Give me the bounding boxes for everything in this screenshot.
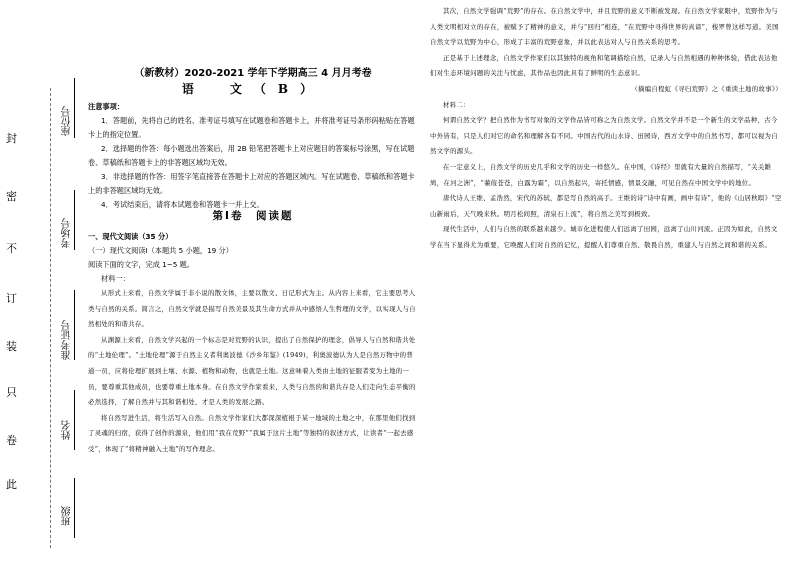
notice-block xyxy=(88,100,418,212)
paragraph: 其次，自然文学强调“荒野”的存在。在自然文学中，并且荒野的意义不断被发现。在自然文学家眼中，荒野作为与人类文明相对立的存在，被赋予了精神的意义，并与“回归”相连，“在荒野中寻得世界的真谛”，梭罗曾这样写道。美国自然文学以荒野为中心，形成了丰富的荒野意象，并以此表达对人与自然关系的思考。 xyxy=(430,7,779,47)
seal-char: 封 xyxy=(6,132,17,145)
material-label: 材料二： xyxy=(443,100,470,109)
seal-char: 此 xyxy=(6,478,17,491)
seal-char: 装 xyxy=(6,340,17,353)
notice-heading: 注意事项： xyxy=(88,102,124,111)
seal-char: 密 xyxy=(6,190,17,203)
material-label: 材料一： xyxy=(101,274,130,283)
paragraph: 现代生活中，人们与自然的联系越来越少。城市化进程使人们远离了田园，远离了山川河流。正因为如此，自然文学在当下显得尤为重要，它唤醒人们对自然的记忆，提醒人们尊重自然、敬畏自然，重建人与自然之间和谐的关系。 xyxy=(430,225,778,249)
exam-subject: 语 文（B） xyxy=(181,82,325,96)
name-label: 姓名 xyxy=(62,420,73,440)
source-citation: （摘编自程虹《寻归荒野》之《重读土地的故事》） xyxy=(631,84,782,93)
notice-item: 3．非选择题的作答：用签字笔直接答在答题卡上对应的答题区域内。写在试题卷、草稿纸和答题卡上的非答题区域均无效。 xyxy=(88,172,415,195)
paragraph: 正是基于上述理念，自然文学作家们以其独特的视角和笔调描绘自然，记录人与自然相遇的种种体验，借此表达他们对生态环境问题的关注与忧虑，其作品也因此具有了鲜明的生态意识。 xyxy=(430,53,778,78)
instruction: 阅读下面的文字，完成 1~5 题。 xyxy=(88,260,194,269)
sub-heading: （一）现代文阅读Ⅰ（本题共 5 小题，19 分） xyxy=(88,246,233,255)
paragraph: 何谓自然文学？把自然作为书写对象的文学作品皆可称之为自然文学。自然文学并不是一个新生的文学品种，古今中外皆有，只是人们对它的命名和理解各有不同。中国古代的山水诗、田园诗，西方文学中的自然书写，都可以视为自然文学的源头。 xyxy=(430,116,778,156)
seal-char: 只 xyxy=(6,386,17,399)
seal-char: 卷 xyxy=(6,434,17,447)
class-label: 班级 xyxy=(62,506,73,526)
seal-char: 订 xyxy=(6,292,17,305)
right-column xyxy=(422,0,784,562)
reading-body xyxy=(88,230,418,550)
binding-margin xyxy=(0,0,88,562)
paragraph: 从渊源上来看，自然文学兴起的一个标志是对荒野的认识，提出了自然保护的理念，倡导人与自然和谐共处的“土地伦理”。“土地伦理”源于自然主义者利奥波德《沙乡年鉴》(1949)，利奥波德认为人是自然万物中的普通一员，应将伦理扩展到土壤、水源、植物和动物，也就是土地。这意味着人类由土地的征服者变为土地的一员，要尊重其他成员，也要尊重土地本身。在自然文学作家看来，人类与自然的和谐共存是人们走向生态平衡的必然选择，了解自然并与其和谐相处，才是人类的发展之路。 xyxy=(88,335,416,407)
paragraph: 唐代诗人王维、孟浩然，宋代的苏轼，都是写自然的高手。王维的诗“诗中有画，画中有诗”，他的《山居秋暝》“空山新雨后，天气晚来秋。明月松间照，清泉石上流”，将自然之美写到极致。 xyxy=(430,194,782,218)
exam-title: （新教材）2020-2021 学年下学期高三 4 月月考卷 xyxy=(134,68,372,79)
part-heading: 一、现代文阅读（35 分） xyxy=(88,232,173,241)
left-column xyxy=(88,60,418,550)
ticket-label: 准考证号 xyxy=(62,320,73,360)
notice-item: 4．考试结束后，请将本试题卷和答题卡一并上交。 xyxy=(101,200,264,209)
paragraph: 将自然写进生活，将生活写入自然。自然文学作家们大都深深植根于某一地域的土地之中，在那里他们找到了灵魂的归宿，获得了创作的源泉，他们用“我在荒野”“我属于这片土地”等独特的叙述方式，让读者“一起去感受”，体现了“将精神融入土地”的写作理念。 xyxy=(88,413,416,453)
paragraph: 在一定意义上，自然文学的历史几乎和文学的历史一样悠久。在中国，《诗经》里就有大量的自然描写，“关关雎鸠，在河之洲”，“蒹葭苍苍，白露为霜”，以自然起兴，寄托情感，情景交融，可见自然在中国文学中的地位。 xyxy=(430,162,772,187)
notice-item: 2．选择题的作答：每小题选出答案后，用 2B 铅笔把答题卡上对应题目的答案标号涂黑，写在试题卷、草稿纸和答题卡上的非答题区域均无效。 xyxy=(88,144,415,167)
exam-room-label: 考场号 xyxy=(62,218,73,248)
section-title: 第Ⅰ卷 阅读题 xyxy=(212,210,294,222)
seal-char: 不 xyxy=(6,242,17,255)
notice-item: 1．答题前，先将自己的姓名、准考证号填写在试题卷和答题卡上，并将准考证号条形码粘贴在答题卡上的指定位置。 xyxy=(88,116,415,139)
seat-label: 座位号 xyxy=(62,106,73,136)
cut-line xyxy=(50,88,51,548)
paragraph: 从形式上来看，自然文学属于非小说的散文体，主要以散文、日记形式为主。从内容上来看，它主要思考人类与自然的关系。简言之，自然文学就是描写自然美景及其生命方式并从中感悟人生哲理的文学，以实现人与自然相处的和谐共存。 xyxy=(88,289,416,329)
